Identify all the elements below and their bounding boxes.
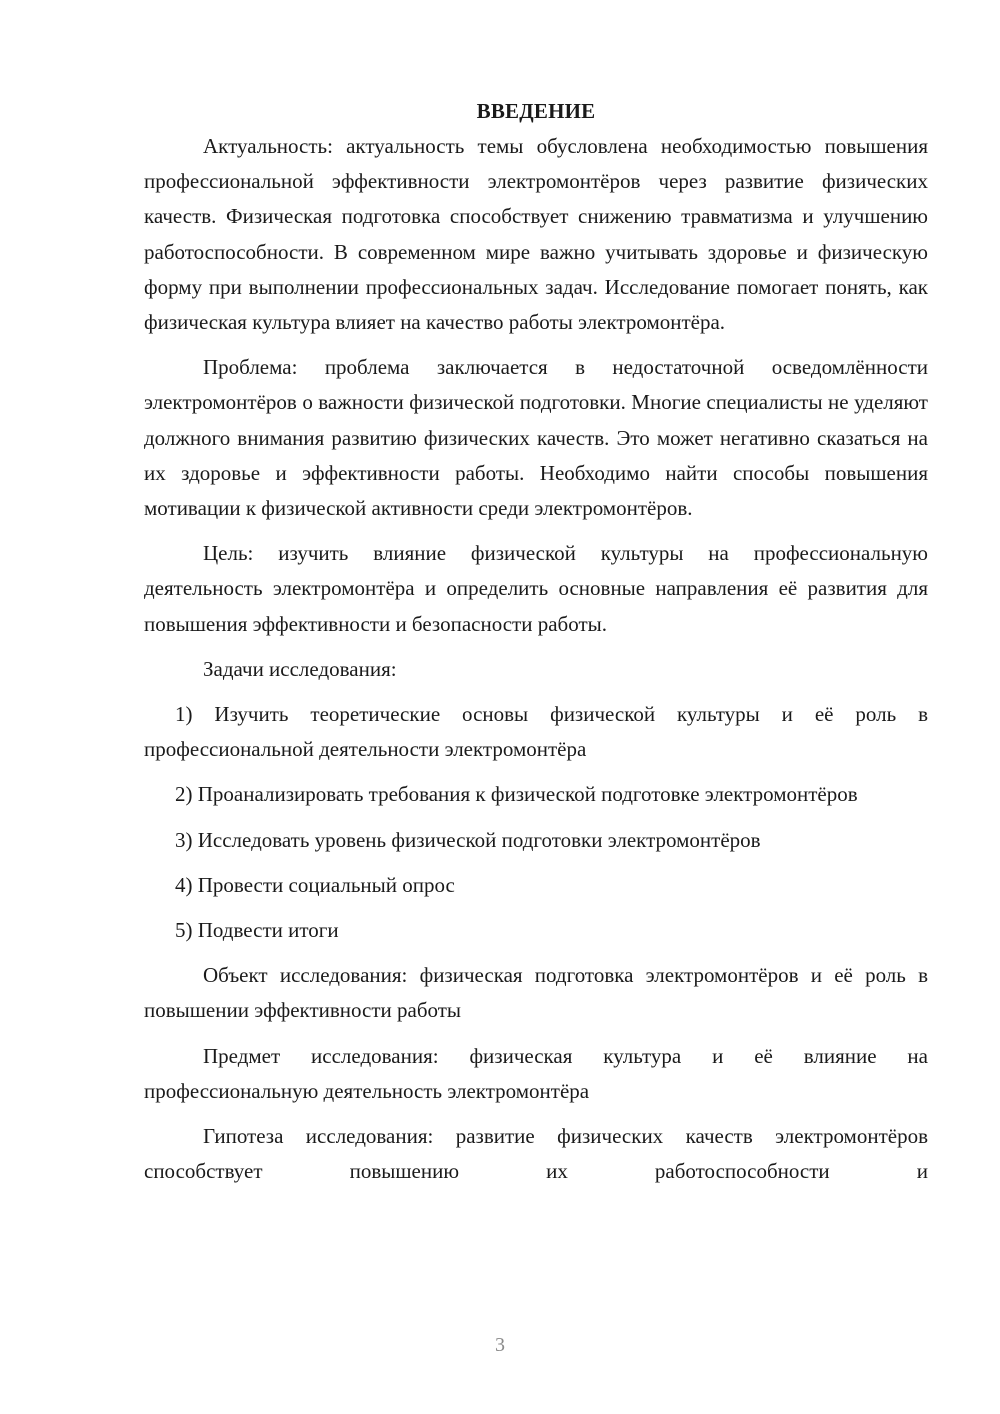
paragraph-problem: Проблема: проблема заключается в недостаточной осведомлённости электромонтёров о важности физической подготовки. Многие специалисты не уделяют должного внимания развитию физических качеств. Это может негативно сказаться на их здоровье и эффективности работы. Необходимо найти способы повышения мотивации к физической активности среди электромонтёров.	[144, 355, 928, 521]
list-item: 3) Исследовать уровень физической подготовки электромонтёров	[175, 827, 761, 852]
page-title: ВВЕДЕНИЕ	[476, 99, 596, 123]
paragraph-tasks-heading: Задачи исследования:	[203, 656, 397, 681]
list-item: 5) Подвести итоги	[175, 918, 339, 943]
paragraph-subject: Предмет исследования: физическая культура и её влияние на профессиональную деятельность электромонтёра	[144, 1043, 928, 1103]
document-page	[144, 94, 928, 1199]
paragraph-goal: Цель: изучить влияние физической культуры на профессиональную деятельность электромонтёра и определить основные направления её развития для повышения эффективности и безопасности работы.	[144, 541, 928, 636]
list-item: 1) Изучить теоретические основы физической культуры и её роль в профессиональной деятельности электромонтёра	[144, 702, 928, 762]
paragraph-hypothesis: Гипотеза исследования: развитие физических качеств электромонтёров способствует повышению их работоспособности и	[144, 1124, 928, 1184]
paragraph-relevance: Актуальность: актуальность темы обусловлена необходимостью повышения профессиональной эффективности электромонтёров через развитие физических качеств. Физическая подготовка способствует снижению травматизма и улучшению работоспособности. В современном мире важно учитывать здоровье и физическую форму при выполнении профессиональных задач. Исследование помогает понять, как физическая культура влияет на качество работы электромонтёра.	[144, 134, 928, 335]
list-item: 2) Проанализировать требования к физической подготовке электромонтёров	[175, 782, 858, 807]
paragraph-object: Объект исследования: физическая подготовка электромонтёров и её роль в повышении эффективности работы	[144, 963, 928, 1023]
list-item: 4) Провести социальный опрос	[175, 872, 455, 897]
page-number: 3	[495, 1334, 505, 1356]
